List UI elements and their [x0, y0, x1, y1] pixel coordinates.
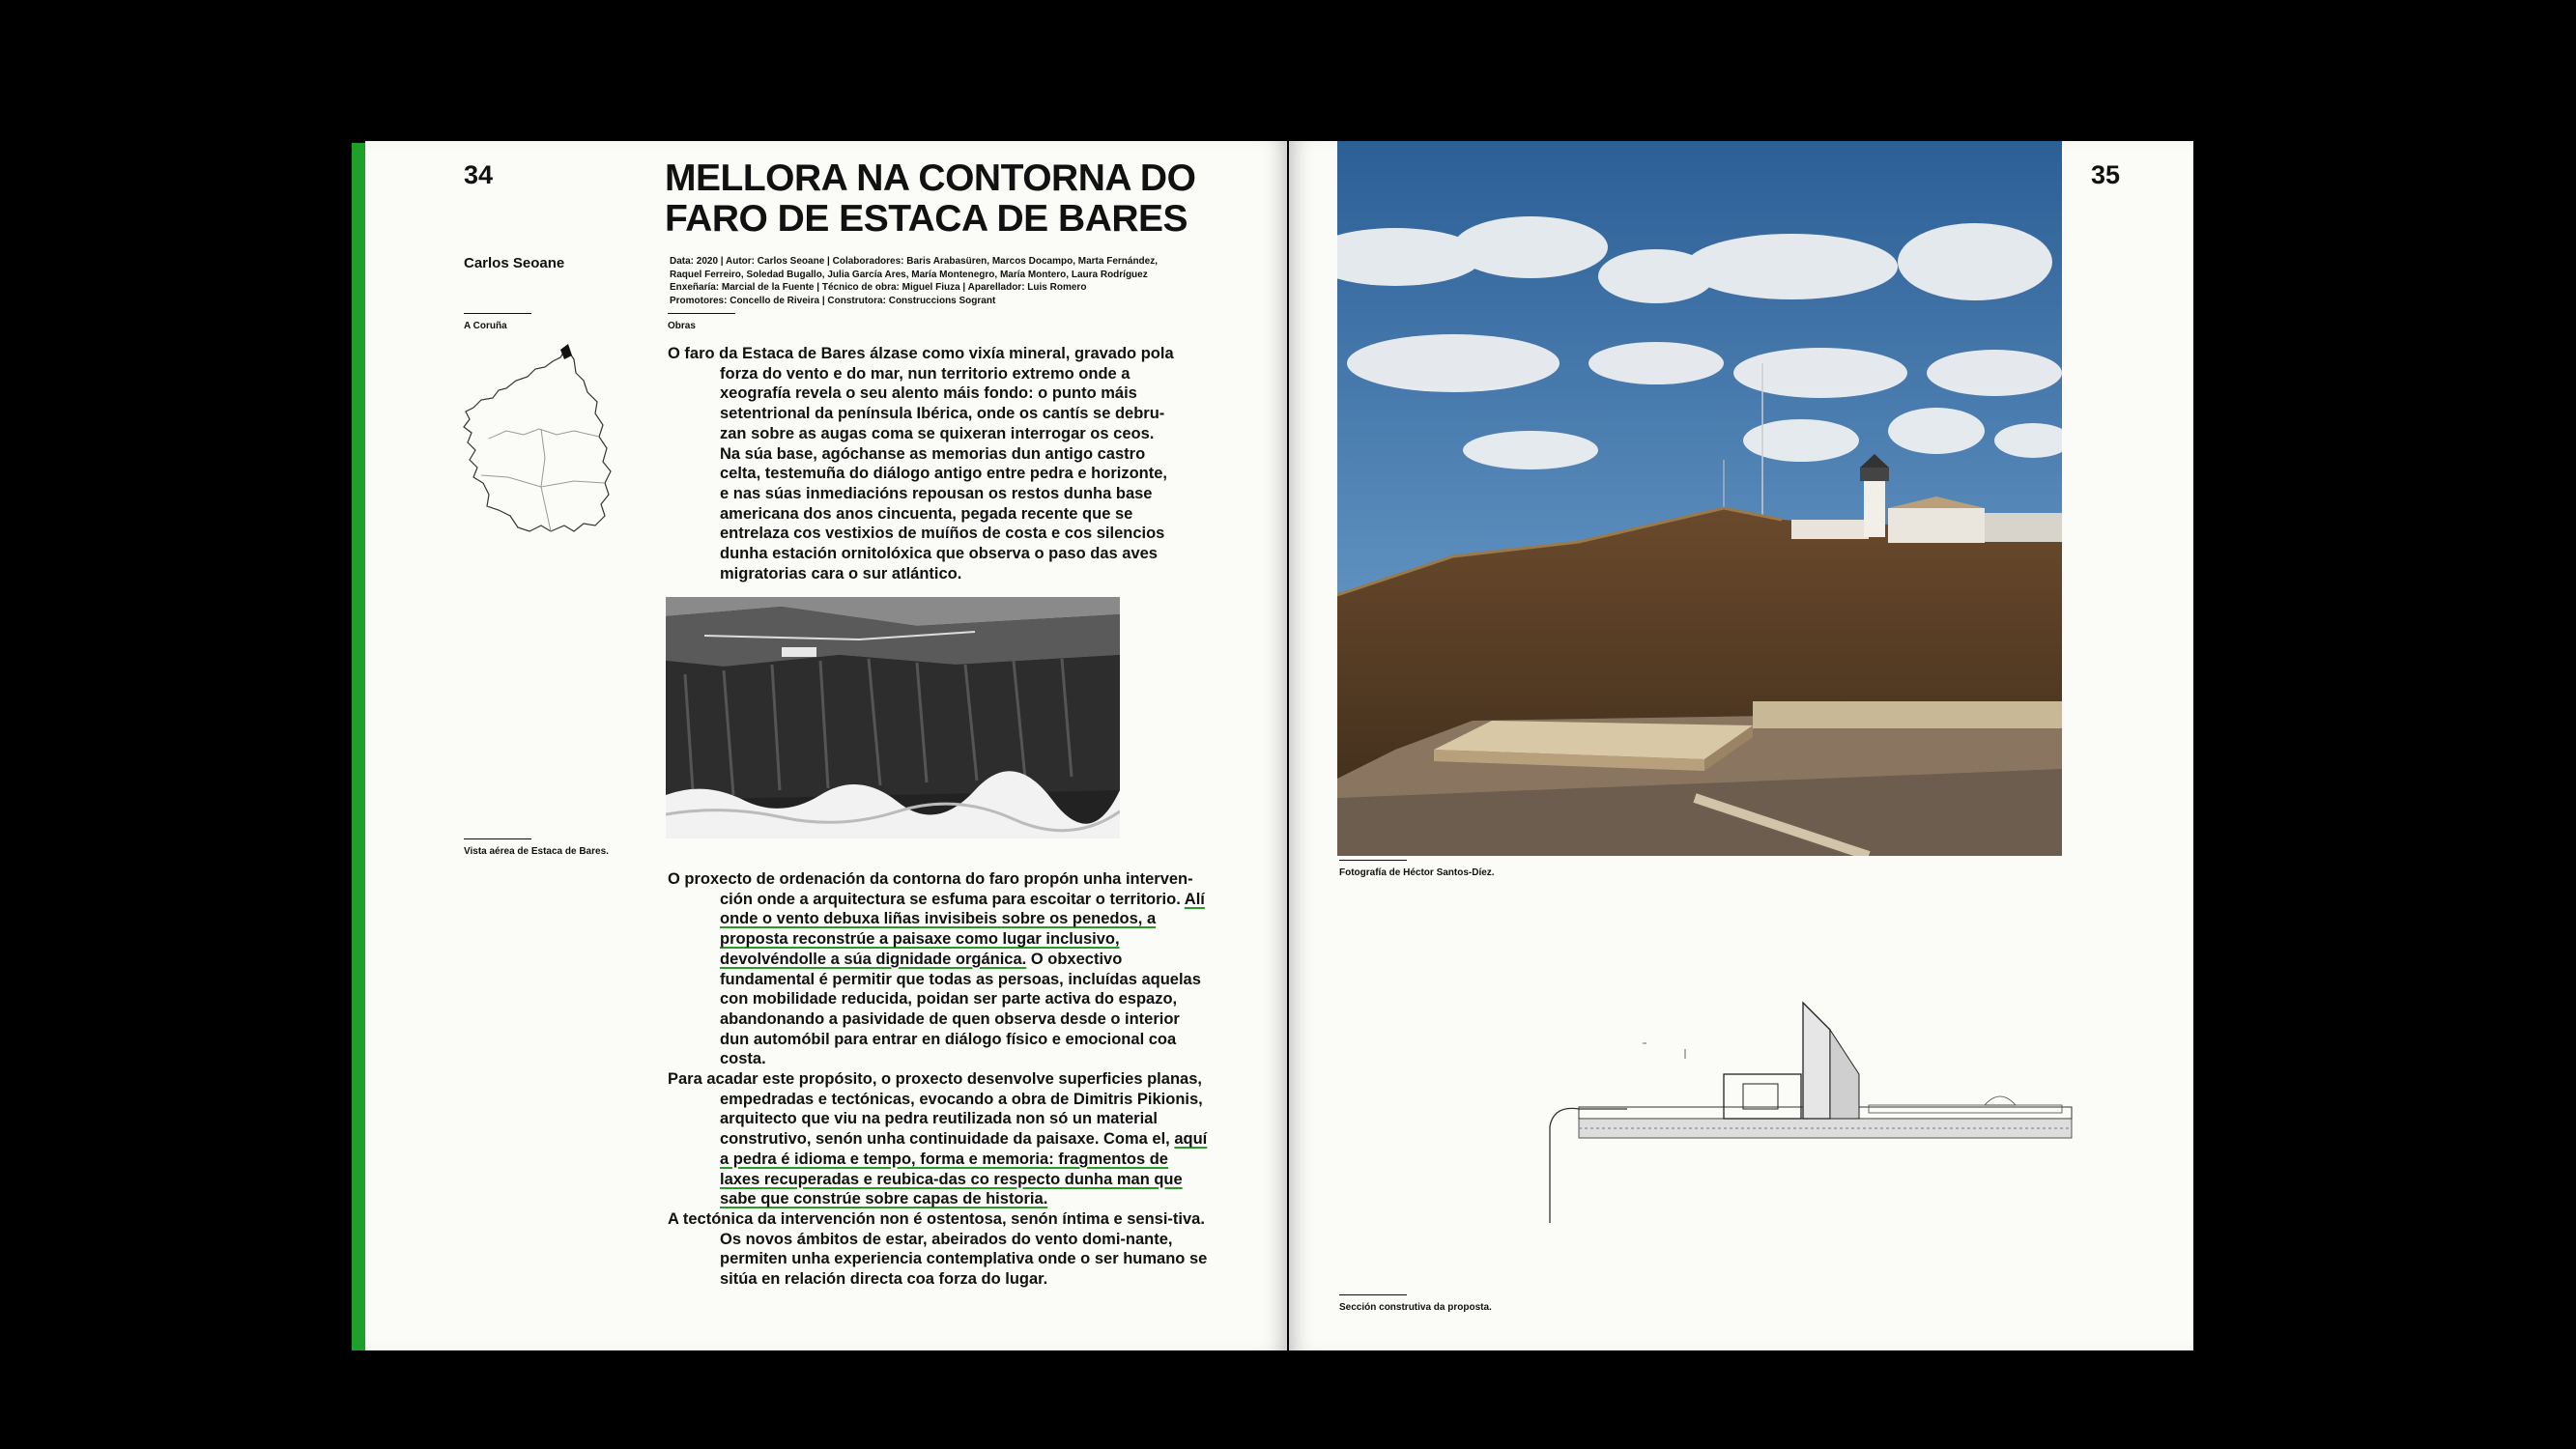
divider: [1339, 1294, 1407, 1295]
divider: [464, 838, 531, 839]
category-label: Obras: [668, 321, 696, 331]
article-title: [665, 158, 1195, 240]
title-line-1: MELLORA NA CONTORNA DO: [665, 157, 1196, 199]
text-line: xeografía revela o seu alento máis fondo: o punto máis: [720, 384, 1137, 403]
region-label: A Coruña: [464, 321, 507, 331]
estaca-marker: [560, 344, 572, 359]
aerial-caption: Vista aérea de Estaca de Bares.: [464, 846, 609, 857]
photo-caption: Fotografía de Héctor Santos-Díez.: [1339, 867, 1495, 878]
text-line: e nas súas inmediacións repousan os restos dunha base: [720, 484, 1153, 502]
page-number-left: 34: [464, 160, 494, 189]
credits-block: [670, 255, 1269, 307]
divider: [668, 313, 735, 314]
text-line: celta, testemuña do diálogo antigo entre pedra e horizonte,: [720, 465, 1167, 483]
coruna-location-map: [460, 342, 615, 539]
credits-line: Enxeñaría: Marcial de la Fuente | Técnico de obra: Miguel Fiuza | Aparellador: Luis Romero: [670, 282, 1087, 293]
section-caption: Sección construtiva da proposta.: [1339, 1302, 1492, 1313]
credits-line: Data: 2020 | Autor: Carlos Seoane | Colaboradores: Baris Arabasüren, Marcos Docampo, Marta Fernández,: [670, 256, 1158, 267]
paragraph-3: A tectónica da intervención non é ostentosa, senón íntima e sensi-tiva. Os novos ámbitos de estar, abeirados do vento domi-nante, permiten unha experiencia contemplativa onde o ser humano se sitúa en relación directa coa forza do lugar.: [668, 1209, 1208, 1289]
title-line-2: FARO DE ESTACA DE BARES: [665, 198, 1188, 240]
text-line: setentrional da península Ibérica, onde os cantís se debru-: [720, 405, 1165, 423]
main-text: [668, 869, 1209, 1290]
text-line: americana dos anos cincuenta, pegada recente que se: [720, 504, 1133, 523]
text-line: migratorias cara o sur atlántico.: [720, 564, 962, 582]
text-line: entrelaza cos vestixios de muíños de costa e cos silencios: [720, 525, 1165, 543]
page-number-right: 35: [2091, 160, 2121, 189]
credits-line: Raquel Ferreiro, Soledad Bugallo, Julia García Ares, María Montenegro, María Montero, Laura Rodríguez: [670, 269, 1148, 280]
paragraph-2: Para acadar este propósito, o proxecto desenvolve superficies planas, empedradas e tectónicas, evocando a obra de Dimitris Pikionis, arquitecto que viu na pedra reutilizada non só un material construtivo, senón unha continuidade da paisaxe. Coma el, aquí a pedra é idioma e tempo, forma e memoria: fragmentos de laxes recuperadas e reubica-das co respecto dunha man que sabe que constrúe sobre capas de historia.: [668, 1070, 1208, 1208]
text-line: dunha estación ornitolóxica que observa o paso das aves: [720, 545, 1158, 563]
divider: [1339, 860, 1407, 861]
text-line: zan sobre as augas coma se quixeran interrogar os ceos.: [720, 424, 1155, 442]
divider: [464, 313, 531, 314]
credits-line: Promotores: Concello de Riveira | Construtora: Construccions Sogrant: [670, 295, 996, 306]
author-name: Carlos Seoane: [464, 255, 565, 271]
text-line: forza do vento e do mar, nun territorio extremo onde a: [720, 364, 1131, 383]
text-line: Na súa base, agóchanse as memorias dun antigo castro: [720, 444, 1146, 463]
lighthouse-photo: [1337, 141, 2062, 856]
left-page: [365, 141, 1287, 1350]
right-page: [1289, 141, 2193, 1350]
highlighted-quote-2: aquí a pedra é idioma e tempo, forma e memoria: fragmentos de laxes recuperadas e reubica-das co respecto dunha man que sabe que constrúe sobre capas de historia.: [720, 1130, 1208, 1208]
intro-paragraph: [668, 344, 1209, 583]
highlighted-quote-1: Alí onde o vento debuxa liñas invisibeis sobre os penedos, a proposta reconstrúe a paisaxe como lugar inclusivo, devolvéndolle a súa dignidade orgánica.: [720, 890, 1205, 968]
construction-section-drawing: [1540, 991, 2081, 1223]
paragraph-1: O proxecto de ordenación da contorna do faro propón unha interven-ción onde a arquitectura se esfuma para escoitar o territorio. Alí onde o vento debuxa liñas invisibeis sobre os penedos, a proposta reconstrúe a paisaxe como lugar inclusivo, devolvéndolle a súa dignidade orgánica. O obxectivo fundamental é permitir que todas as persoas, incluídas aquelas con mobilidade reducida, poidan ser parte activa do espazo, abandonando a pasividade de quen observa desde o interior dun automóbil para entrar en diálogo físico e emocional coa costa.: [668, 870, 1205, 1068]
text-line: O faro da Estaca de Bares álzase como vixía mineral, gravado pola: [668, 345, 1174, 362]
aerial-photo: [666, 597, 1120, 838]
